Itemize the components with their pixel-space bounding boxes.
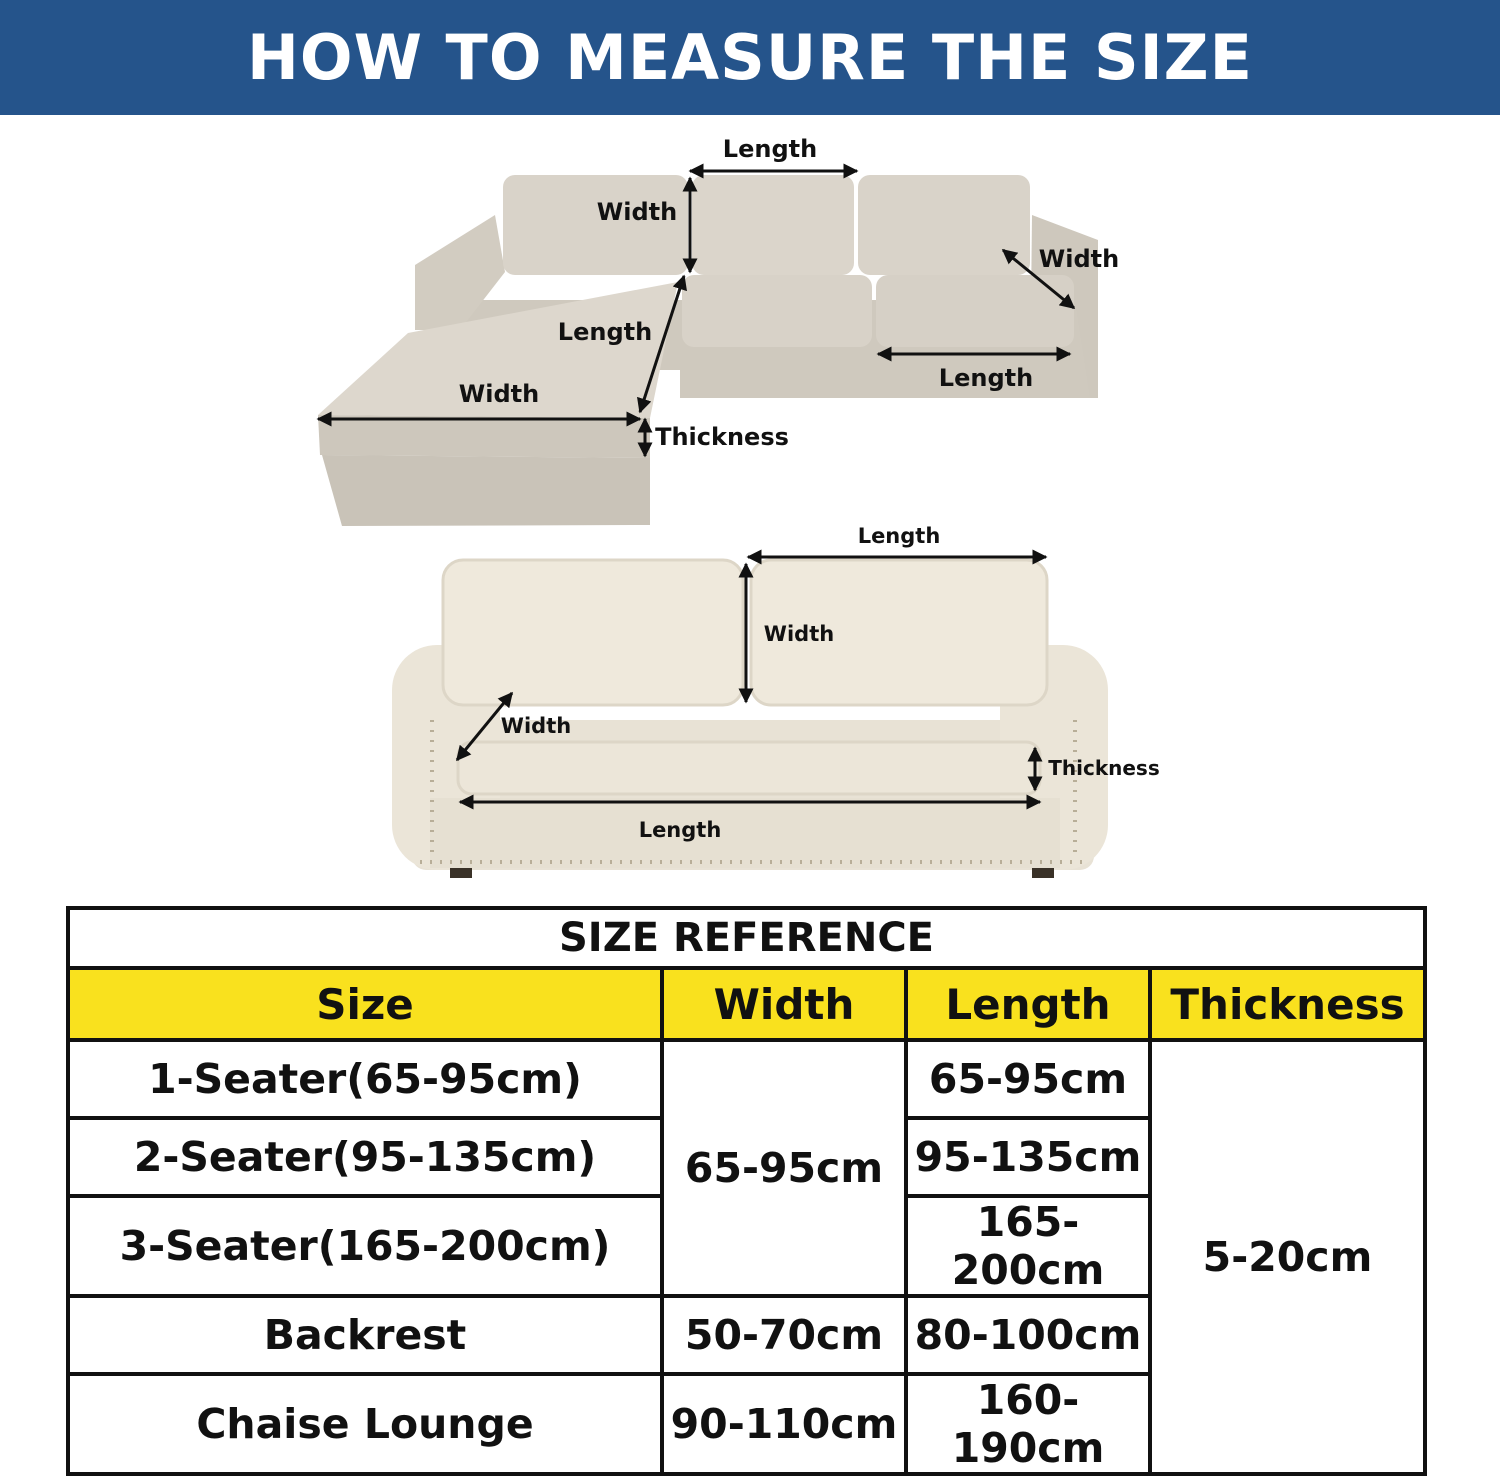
length-cell: 160-190cm <box>906 1374 1150 1474</box>
size-reference-table <box>66 906 1427 1476</box>
size-cell: Chaise Lounge <box>68 1374 662 1474</box>
size-cell: 2-Seater(95-135cm) <box>68 1118 662 1196</box>
roll-arm-sofa-image <box>392 524 1160 878</box>
sectional-back-width-label: Width <box>596 198 678 226</box>
table-row <box>68 1040 1425 1118</box>
back-cushion <box>858 175 1030 275</box>
column-header: Length <box>906 968 1150 1040</box>
page-title: HOW TO MEASURE THE SIZE <box>246 21 1253 94</box>
back-cushion <box>692 175 854 275</box>
table-header-row <box>68 968 1425 1040</box>
column-header: Size <box>68 968 662 1040</box>
column-header: Width <box>662 968 906 1040</box>
width-cell: 50-70cm <box>662 1296 906 1374</box>
sofa-illustrations <box>0 115 1500 905</box>
seat-cushion <box>876 275 1074 347</box>
sectional-chaise-length-label: Length <box>557 318 653 346</box>
table-title-row <box>68 908 1425 968</box>
table-title: SIZE REFERENCE <box>68 908 1425 968</box>
sofa-thickness-label: Thickness <box>1048 756 1160 780</box>
size-cell: 3-Seater(165-200cm) <box>68 1196 662 1296</box>
length-cell: 80-100cm <box>906 1296 1150 1374</box>
sectional-thickness-label: Thickness <box>655 423 789 451</box>
back-cushion <box>443 560 743 705</box>
length-cell: 165-200cm <box>906 1196 1150 1296</box>
sectional-back-length-label: Length <box>722 135 818 163</box>
width-cell-seaters: 65-95cm <box>662 1040 906 1296</box>
column-header: Thickness <box>1150 968 1425 1040</box>
sofa-back-length-label: Length <box>857 524 941 548</box>
title-banner <box>0 0 1500 115</box>
size-cell: Backrest <box>68 1296 662 1374</box>
sectional-sofa-image <box>318 135 1119 526</box>
length-cell: 65-95cm <box>906 1040 1150 1118</box>
sectional-seat-length-label: Length <box>938 364 1034 392</box>
size-cell: 1-Seater(65-95cm) <box>68 1040 662 1118</box>
sofa-arm-width-label: Width <box>500 714 572 738</box>
width-cell: 90-110cm <box>662 1374 906 1474</box>
length-cell: 95-135cm <box>906 1118 1150 1196</box>
sofa-seat-length-label: Length <box>638 818 722 842</box>
sofa-back-width-label: Width <box>763 622 835 646</box>
thickness-cell: 5-20cm <box>1150 1040 1425 1474</box>
seat-cushion <box>458 742 1040 794</box>
sectional-chaise-width-label: Width <box>458 380 540 408</box>
sectional-arm-width-label: Width <box>1038 245 1120 273</box>
seat-cushion <box>682 275 872 347</box>
